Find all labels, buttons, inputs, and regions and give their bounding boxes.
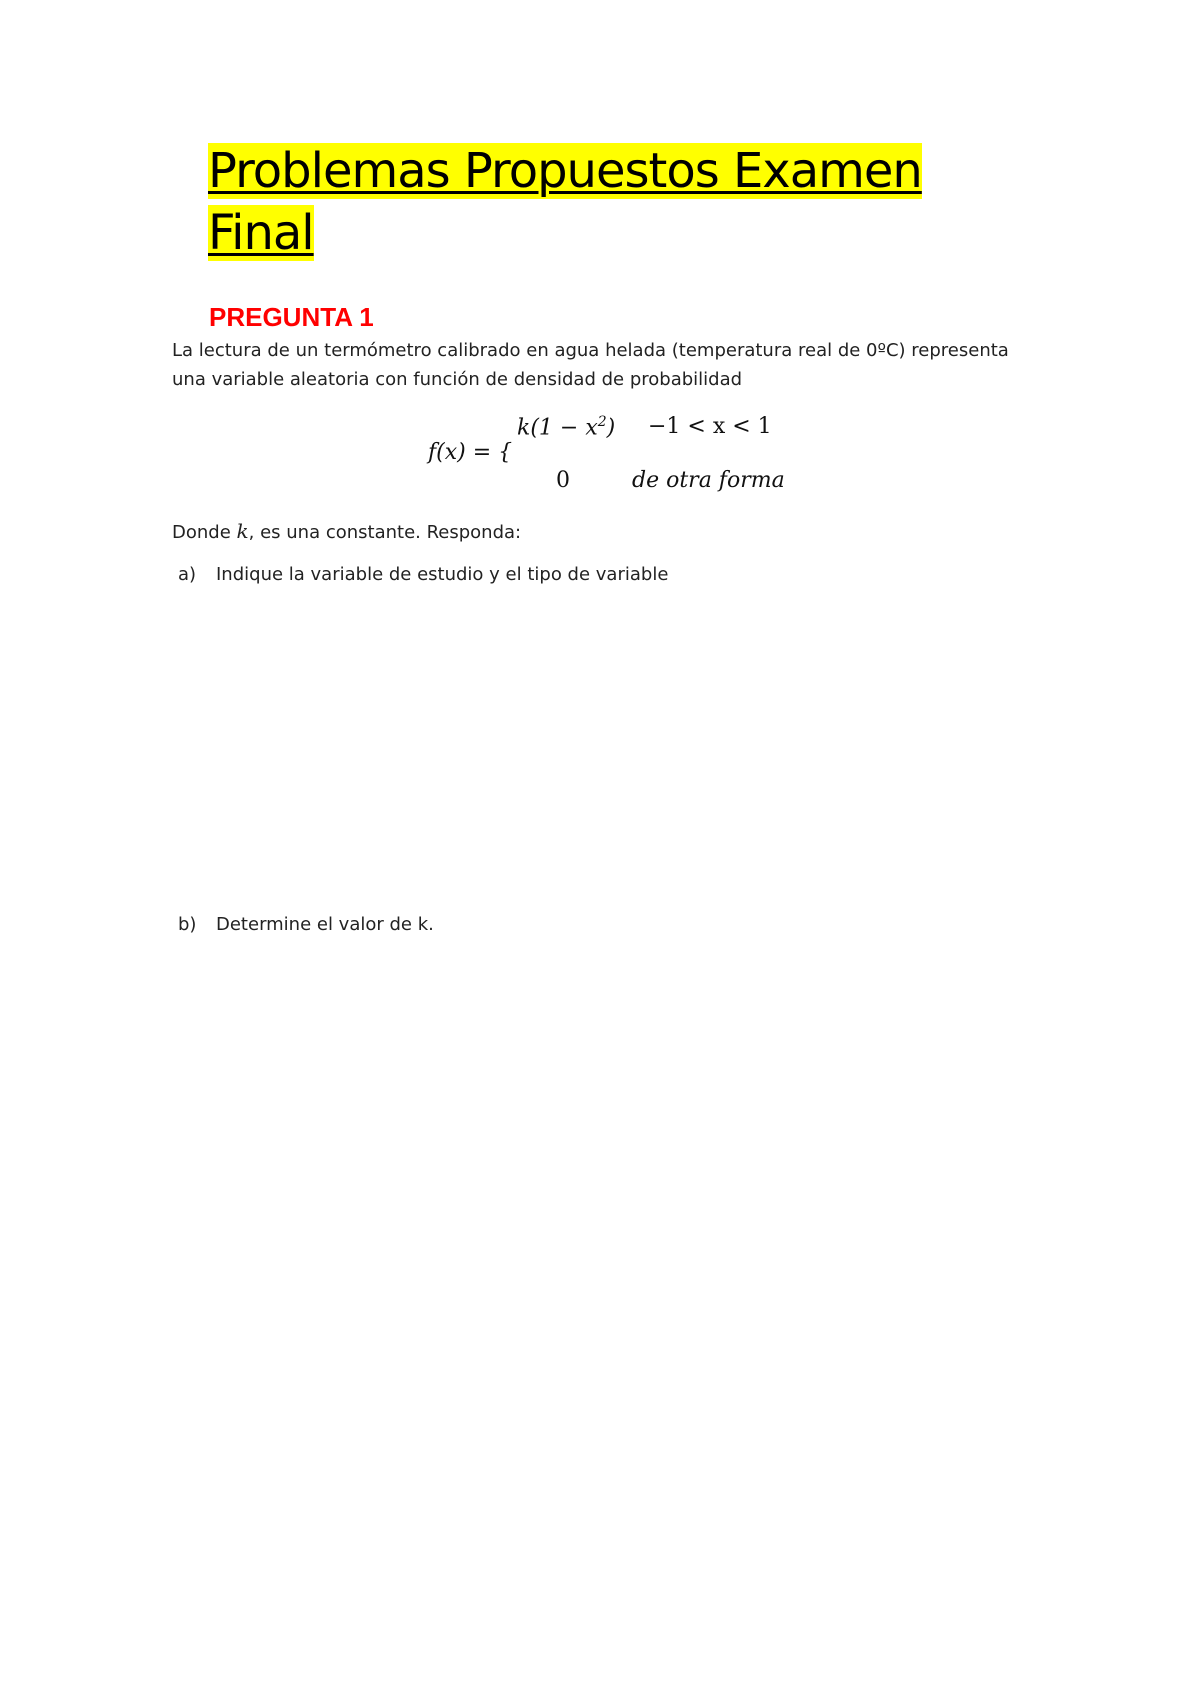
formula-lhs: f(x) = { — [428, 440, 513, 465]
question-heading: PREGUNTA 1 — [209, 302, 374, 332]
title-line-2: Final — [208, 205, 314, 261]
formula-case-2-condition: de otra forma — [632, 468, 785, 493]
list-item-text: Determine el valor de k. — [216, 914, 434, 935]
list-item — [178, 564, 668, 585]
formula-case-1-expr: k(1 − x — [517, 415, 598, 441]
formula-case-1-condition: −1 < x < 1 — [648, 414, 772, 439]
list-item — [178, 914, 434, 935]
prompt-before: Donde — [172, 522, 237, 543]
question-prompt — [172, 517, 521, 547]
question-intro: La lectura de un termómetro calibrado en agua helada (temperatura real de 0ºC) representa una variable aleatoria con función de densidad de probabilidad — [172, 340, 1009, 390]
list-item-marker: b) — [178, 914, 197, 935]
prompt-variable: k — [236, 519, 249, 543]
list-item-text: Indique la variable de estudio y el tipo de variable — [216, 564, 669, 585]
prompt-after: , es una constante. Responda: — [248, 522, 522, 543]
list-item-marker: a) — [178, 564, 197, 585]
title-line-1: Problemas Propuestos Examen — [208, 143, 922, 199]
page-title — [208, 140, 968, 264]
formula-case-1-exponent: 2 — [597, 414, 607, 430]
formula-case-2: 0 — [556, 468, 570, 493]
formula-case-1 — [517, 414, 615, 440]
formula-case-1-close: ) — [606, 415, 616, 441]
